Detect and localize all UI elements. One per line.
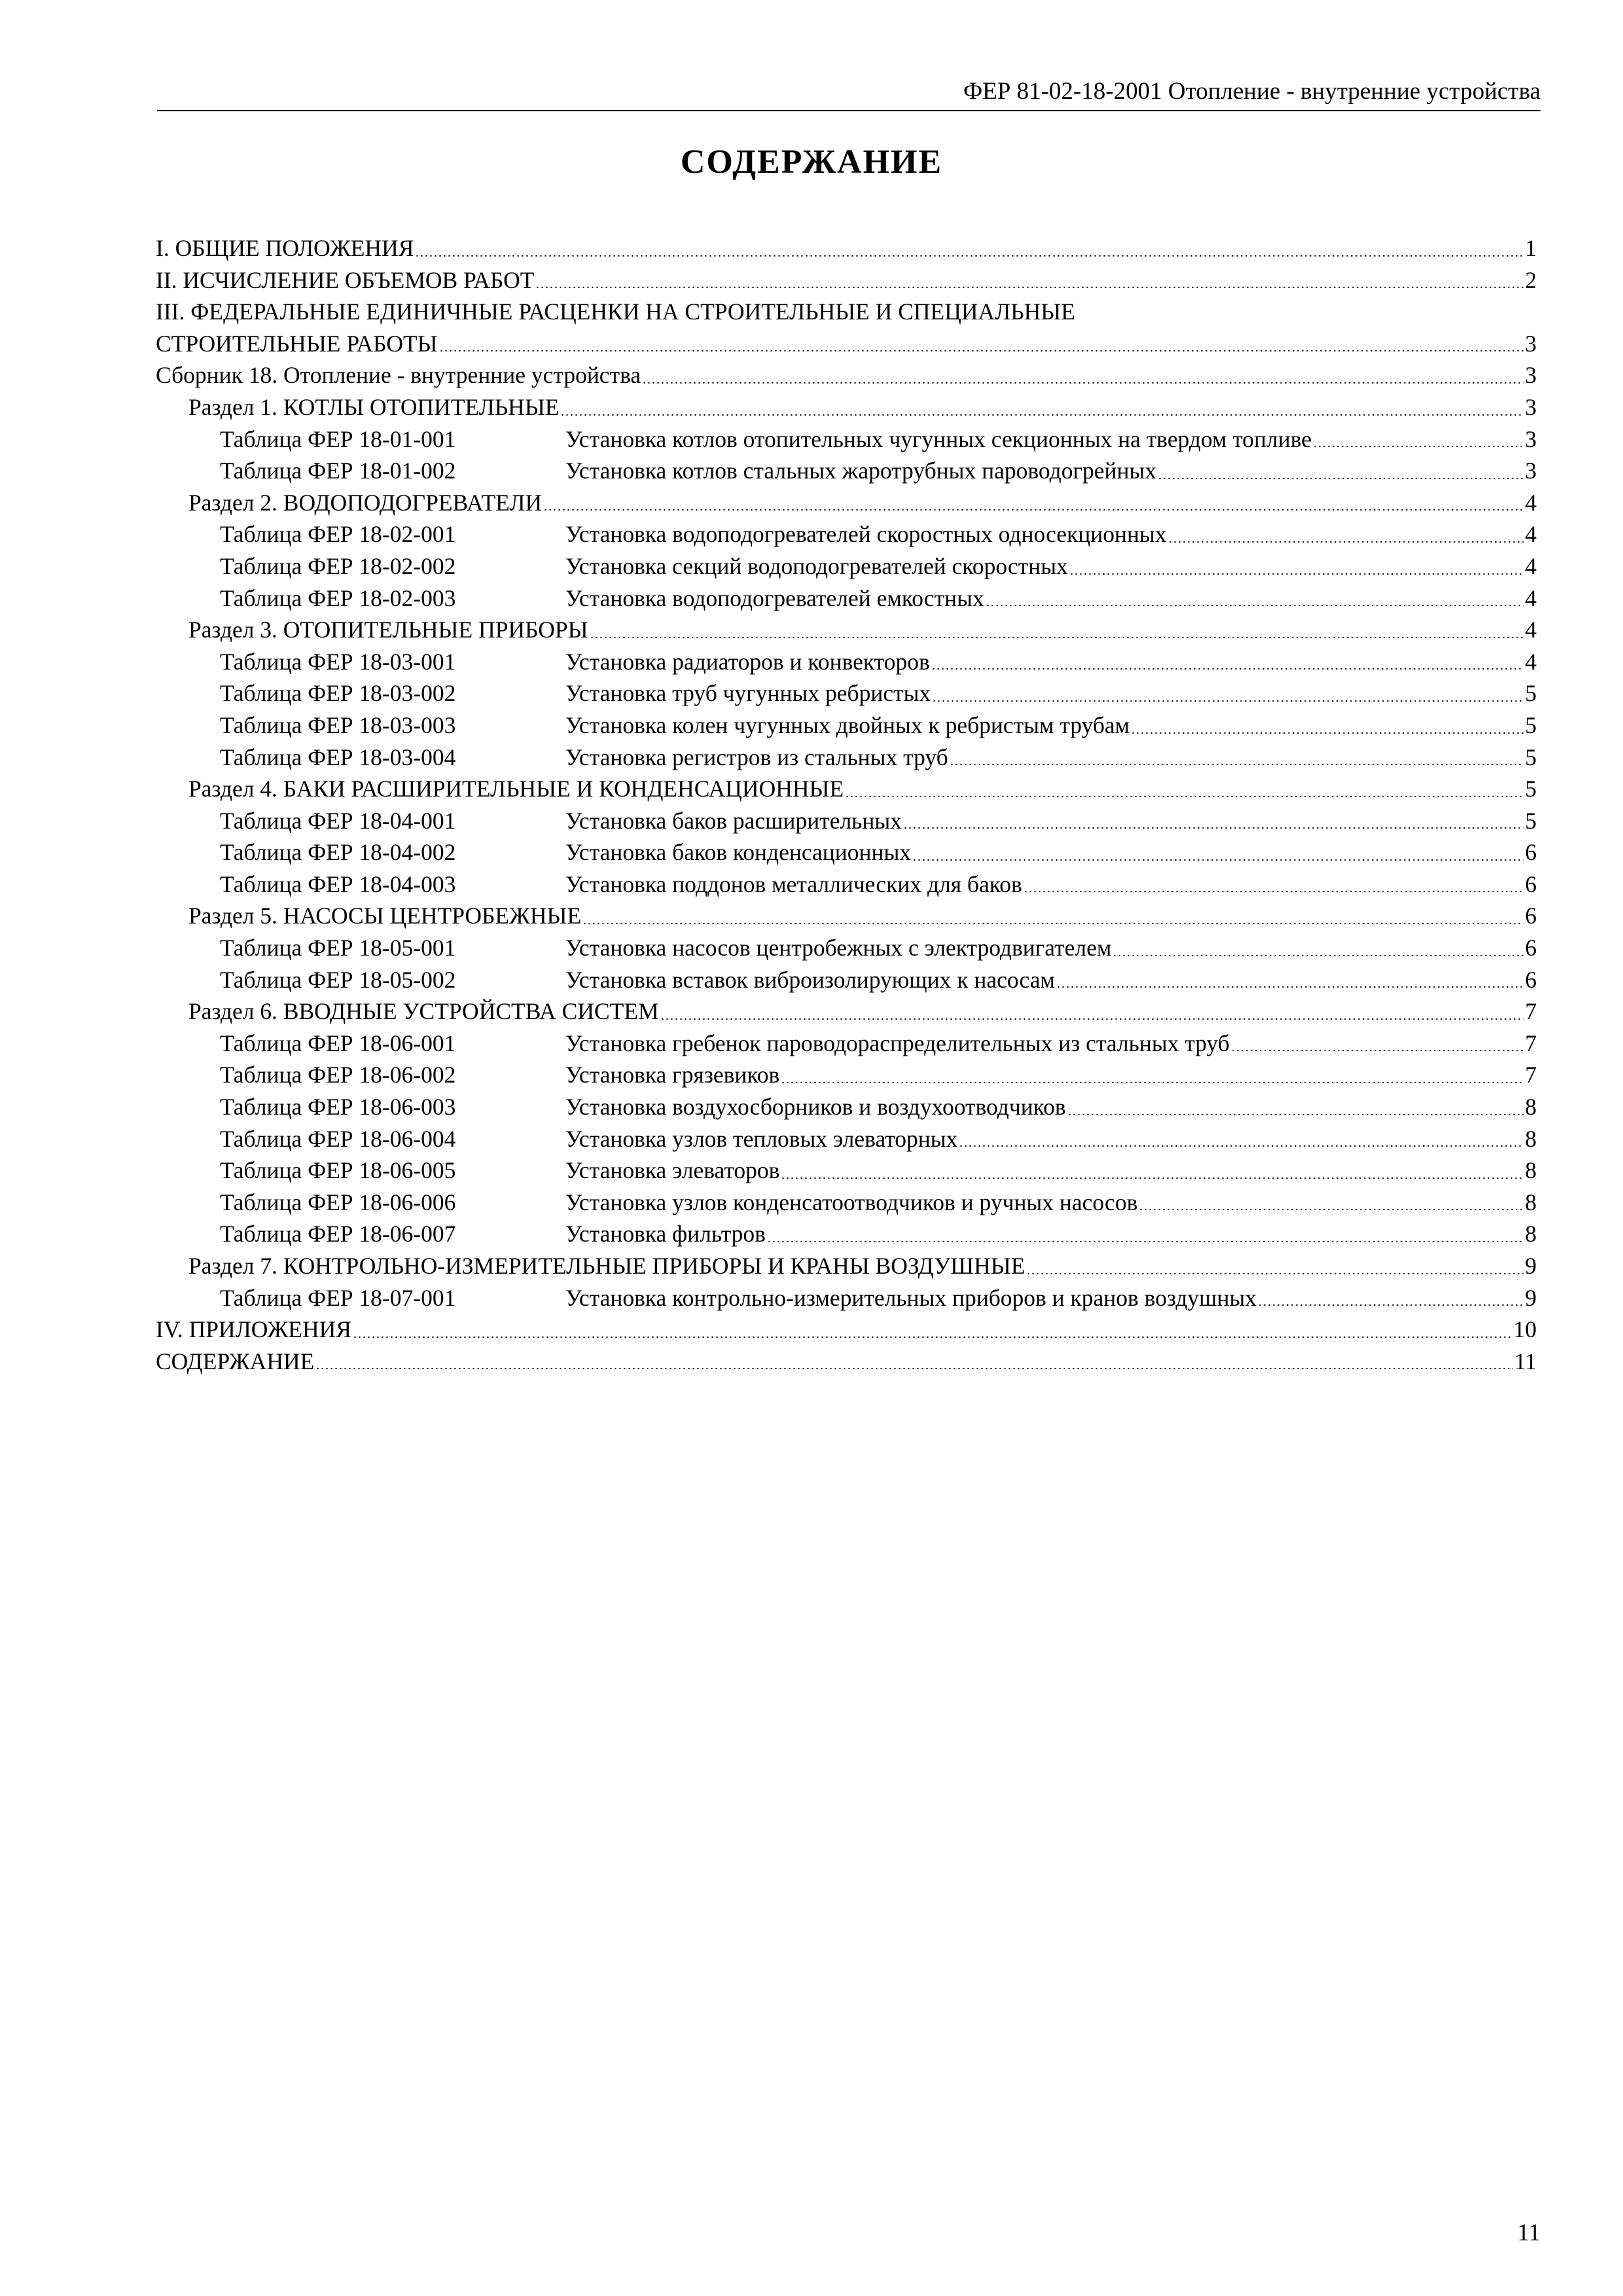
toc-entry-page-number: 4: [1525, 584, 1537, 611]
toc-entry-title: Установка узлов тепловых элеваторных: [565, 1125, 958, 1152]
toc-entry[interactable]: [156, 359, 1537, 391]
toc-entry-code: Таблица ФЕР 18-06-002: [220, 1062, 456, 1088]
toc-entry[interactable]: [156, 836, 1537, 869]
toc-entry-title: Установка котлов стальных жаротрубных пароводогрейных: [565, 457, 1157, 484]
dot-leader: [931, 646, 1524, 678]
toc-entry-page-number: 8: [1525, 1221, 1537, 1247]
dot-leader: [642, 359, 1524, 391]
dot-leader: [950, 742, 1524, 774]
toc-entry[interactable]: [156, 709, 1537, 742]
toc-entry-code: Таблица ФЕР 18-06-004: [220, 1125, 456, 1152]
dot-leader: [1258, 1282, 1524, 1314]
toc-entry-title: Установка фильтров: [565, 1221, 766, 1247]
toc-entry[interactable]: [156, 1187, 1537, 1219]
toc-entry[interactable]: [156, 1091, 1537, 1123]
toc-entry-title: Установка грязевиков: [565, 1062, 780, 1088]
dot-leader: [959, 1123, 1524, 1155]
toc-entry[interactable]: [156, 646, 1537, 678]
toc-entry[interactable]: [156, 1282, 1537, 1314]
toc-entry-code: Таблица ФЕР 18-06-005: [220, 1157, 456, 1184]
toc-entry-page-number: 4: [1525, 552, 1537, 579]
dot-leader: [660, 996, 1524, 1028]
page-number: 11: [1517, 2219, 1541, 2246]
toc-entry[interactable]: [156, 487, 1537, 519]
toc-entry-title: Установка водоподогревателей скоростных односекционных: [565, 521, 1167, 548]
toc-entry-title: I. ОБЩИЕ ПОЛОЖЕНИЯ: [156, 235, 414, 261]
toc-entry[interactable]: [156, 964, 1537, 996]
toc-entry-page-number: 4: [1525, 648, 1537, 675]
toc-entry[interactable]: [156, 1059, 1537, 1091]
running-header: ФЕР 81-02-18-2001 Отопление - внутренние устройства: [157, 77, 1541, 111]
toc-entry-title: Раздел 4. БАКИ РАСШИРИТЕЛЬНЫЕ И КОНДЕНСАЦИОННЫЕ: [188, 776, 844, 802]
toc-entry-title: Раздел 5. НАСОСЫ ЦЕНТРОБЕЖНЫЕ: [188, 903, 582, 929]
toc-entry[interactable]: [156, 296, 1537, 328]
toc-entry[interactable]: [156, 1155, 1537, 1187]
dot-leader: [560, 391, 1524, 423]
toc-entry-page-number: 5: [1525, 680, 1537, 707]
table-of-contents: [156, 232, 1537, 1377]
dot-leader: [590, 614, 1524, 646]
dot-leader: [1139, 1187, 1524, 1219]
dot-leader: [781, 1155, 1524, 1187]
dot-leader: [535, 264, 1524, 296]
toc-entry-title: Установка поддонов металлических для баков: [565, 870, 1022, 897]
toc-entry-title: Установка регистров из стальных труб: [565, 744, 948, 770]
toc-entry-code: Таблица ФЕР 18-04-002: [220, 839, 456, 866]
toc-entry-title: Раздел 7. КОНТРОЛЬНО-ИЗМЕРИТЕЛЬНЫЕ ПРИБОРЫ И КРАНЫ ВОЗДУШНЫЕ: [188, 1253, 1026, 1279]
toc-entry-page-number: 3: [1525, 393, 1537, 420]
toc-entry-page-number: 4: [1525, 617, 1537, 643]
toc-entry-title: Раздел 6. ВВОДНЫЕ УСТРОЙСТВА СИСТЕМ: [188, 998, 659, 1025]
toc-entry-page-number: 5: [1525, 807, 1537, 834]
toc-entry[interactable]: [156, 1218, 1537, 1250]
toc-entry-code: Таблица ФЕР 18-06-003: [220, 1094, 456, 1121]
toc-entry-page-number: 11: [1514, 1348, 1537, 1374]
toc-entry[interactable]: [156, 805, 1537, 837]
toc-entry-title: Установка контрольно-измерительных приборов и кранов воздушных: [565, 1284, 1257, 1311]
toc-entry-page-number: 7: [1525, 1062, 1537, 1088]
toc-entry[interactable]: [156, 773, 1537, 805]
toc-entry[interactable]: [156, 677, 1537, 709]
toc-entry[interactable]: [156, 232, 1537, 264]
toc-entry[interactable]: [156, 1346, 1537, 1378]
toc-entry-page-number: 9: [1525, 1253, 1537, 1279]
dot-leader: [1113, 932, 1524, 964]
toc-entry-title: III. ФЕДЕРАЛЬНЫЕ ЕДИНИЧНЫЕ РАСЦЕНКИ НА СТРОИТЕЛЬНЫЕ И СПЕЦИАЛЬНЫЕ: [156, 298, 1075, 325]
toc-entry-title: Установка радиаторов и конвекторов: [565, 648, 930, 675]
toc-entry-page-number: 8: [1525, 1094, 1537, 1121]
toc-entry-title: Установка труб чугунных ребристых: [565, 680, 931, 707]
dot-leader: [439, 328, 1524, 360]
page-title: СОДЕРЖАНИЕ: [680, 143, 943, 181]
toc-entry[interactable]: [156, 550, 1537, 583]
toc-entry-page-number: 3: [1525, 425, 1537, 452]
toc-entry[interactable]: [156, 264, 1537, 296]
toc-entry[interactable]: [156, 1028, 1537, 1060]
toc-entry[interactable]: [156, 391, 1537, 423]
toc-entry-code: Таблица ФЕР 18-02-002: [220, 552, 456, 579]
toc-entry-title: СТРОИТЕЛЬНЫЕ РАБОТЫ: [156, 330, 438, 357]
toc-entry-page-number: 6: [1525, 839, 1537, 866]
toc-entry-title: Раздел 3. ОТОПИТЕЛЬНЫЕ ПРИБОРЫ: [188, 617, 588, 643]
toc-entry-title: IV. ПРИЛОЖЕНИЯ: [156, 1316, 351, 1343]
toc-entry-page-number: 6: [1525, 966, 1537, 993]
toc-entry-title: Раздел 1. КОТЛЫ ОТОПИТЕЛЬНЫЕ: [188, 393, 560, 420]
toc-entry-page-number: 5: [1525, 744, 1537, 770]
toc-entry[interactable]: [156, 583, 1537, 615]
toc-entry-code: Таблица ФЕР 18-05-002: [220, 966, 456, 993]
dot-leader: [781, 1059, 1524, 1091]
toc-entry-title: Установка колен чугунных двойных к ребристым трубам: [565, 711, 1130, 738]
toc-entry-code: Таблица ФЕР 18-02-001: [220, 521, 456, 548]
dot-leader: [1313, 423, 1524, 456]
toc-entry-code: Таблица ФЕР 18-04-001: [220, 807, 456, 834]
toc-entry-page-number: 4: [1525, 521, 1537, 548]
toc-entry-page-number: 7: [1525, 1030, 1537, 1056]
dot-leader: [903, 805, 1524, 837]
toc-entry-title: II. ИСЧИСЛЕНИЕ ОБЪЕМОВ РАБОТ: [156, 266, 535, 293]
toc-entry-title: Раздел 2. ВОДОПОДОГРЕВАТЕЛИ: [188, 489, 543, 516]
toc-entry-code: Таблица ФЕР 18-03-004: [220, 744, 456, 770]
toc-entry-page-number: 8: [1525, 1157, 1537, 1184]
toc-entry-code: Таблица ФЕР 18-01-002: [220, 457, 456, 484]
toc-entry-page-number: 5: [1525, 776, 1537, 802]
toc-entry-title: Установка котлов отопительных чугунных секционных на твердом топливе: [565, 425, 1312, 452]
toc-entry-title: Установка гребенок пароводораспределительных из стальных труб: [565, 1030, 1230, 1056]
dot-leader: [1158, 455, 1524, 487]
dot-leader: [582, 900, 1524, 932]
toc-entry-title: Установка узлов конденсатоотводчиков и ручных насосов: [565, 1189, 1138, 1215]
toc-entry-page-number: 1: [1525, 235, 1537, 261]
toc-entry-code: Таблица ФЕР 18-03-003: [220, 711, 456, 738]
toc-entry[interactable]: [156, 1250, 1537, 1282]
toc-entry-page-number: 6: [1525, 903, 1537, 929]
toc-entry-code: Таблица ФЕР 18-02-003: [220, 584, 456, 611]
toc-entry-page-number: 8: [1525, 1125, 1537, 1152]
dot-leader: [1168, 518, 1524, 550]
toc-entry-page-number: 8: [1525, 1189, 1537, 1215]
dot-leader: [353, 1314, 1512, 1346]
toc-entry[interactable]: [156, 518, 1537, 550]
toc-entry-title: Установка воздухосборников и воздухоотводчиков: [565, 1094, 1066, 1121]
dot-leader: [1231, 1028, 1524, 1060]
dot-leader: [1067, 1091, 1524, 1123]
dot-leader: [767, 1218, 1524, 1250]
toc-entry-page-number: 5: [1525, 711, 1537, 738]
toc-entry-title: Установка вставок виброизолирующих к насосам: [565, 966, 1055, 993]
dot-leader: [986, 583, 1524, 615]
toc-entry-code: Таблица ФЕР 18-01-001: [220, 425, 456, 452]
toc-entry[interactable]: [156, 614, 1537, 646]
toc-entry-code: Таблица ФЕР 18-03-001: [220, 648, 456, 675]
dot-leader: [1056, 964, 1524, 996]
dot-leader: [845, 773, 1524, 805]
toc-entry-title: Установка баков расширительных: [565, 807, 902, 834]
toc-entry[interactable]: [156, 328, 1537, 360]
toc-entry-page-number: 7: [1525, 998, 1537, 1025]
toc-entry-code: Таблица ФЕР 18-06-007: [220, 1221, 456, 1247]
dot-leader: [1069, 550, 1524, 583]
toc-entry-page-number: 3: [1525, 330, 1537, 357]
dot-leader: [1131, 709, 1524, 742]
toc-entry-page-number: 4: [1525, 489, 1537, 516]
toc-entry-page-number: 9: [1525, 1284, 1537, 1311]
toc-entry[interactable]: [156, 1314, 1537, 1346]
toc-entry-page-number: 6: [1525, 935, 1537, 961]
toc-entry-title: Установка элеваторов: [565, 1157, 780, 1184]
toc-entry-code: Таблица ФЕР 18-07-001: [220, 1284, 456, 1311]
toc-entry[interactable]: [156, 423, 1537, 456]
toc-entry[interactable]: [156, 869, 1537, 901]
toc-entry[interactable]: [156, 742, 1537, 774]
toc-entry-page-number: 6: [1525, 870, 1537, 897]
toc-entry-title: Установка водоподогревателей емкостных: [565, 584, 984, 611]
dot-leader: [543, 487, 1524, 519]
toc-entry-page-number: 3: [1525, 457, 1537, 484]
toc-entry-title: СОДЕРЖАНИЕ: [156, 1348, 315, 1374]
toc-entry-page-number: 3: [1525, 362, 1537, 389]
toc-entry[interactable]: [156, 1123, 1537, 1155]
dot-leader: [315, 1346, 1512, 1378]
toc-entry-code: Таблица ФЕР 18-06-001: [220, 1030, 456, 1056]
toc-entry-code: Таблица ФЕР 18-05-001: [220, 935, 456, 961]
toc-entry-title: Установка баков конденсационных: [565, 839, 912, 866]
toc-entry-title: Установка насосов центробежных с электродвигателем: [565, 935, 1112, 961]
toc-entry[interactable]: [156, 455, 1537, 487]
toc-entry[interactable]: [156, 996, 1537, 1028]
toc-entry-code: Таблица ФЕР 18-06-006: [220, 1189, 456, 1215]
dot-leader: [932, 677, 1524, 709]
toc-entry-code: Таблица ФЕР 18-03-002: [220, 680, 456, 707]
toc-entry-title: Сборник 18. Отопление - внутренние устройства: [156, 362, 641, 389]
toc-entry-code: Таблица ФЕР 18-04-003: [220, 870, 456, 897]
dot-leader: [415, 232, 1524, 264]
toc-entry[interactable]: [156, 900, 1537, 932]
dot-leader: [912, 836, 1524, 869]
dot-leader: [1024, 869, 1524, 901]
toc-entry-title: Установка секций водоподогревателей скоростных: [565, 552, 1068, 579]
toc-entry-page-number: 10: [1513, 1316, 1537, 1343]
toc-entry[interactable]: [156, 932, 1537, 964]
dot-leader: [1026, 1250, 1524, 1282]
toc-entry-page-number: 2: [1525, 266, 1537, 293]
